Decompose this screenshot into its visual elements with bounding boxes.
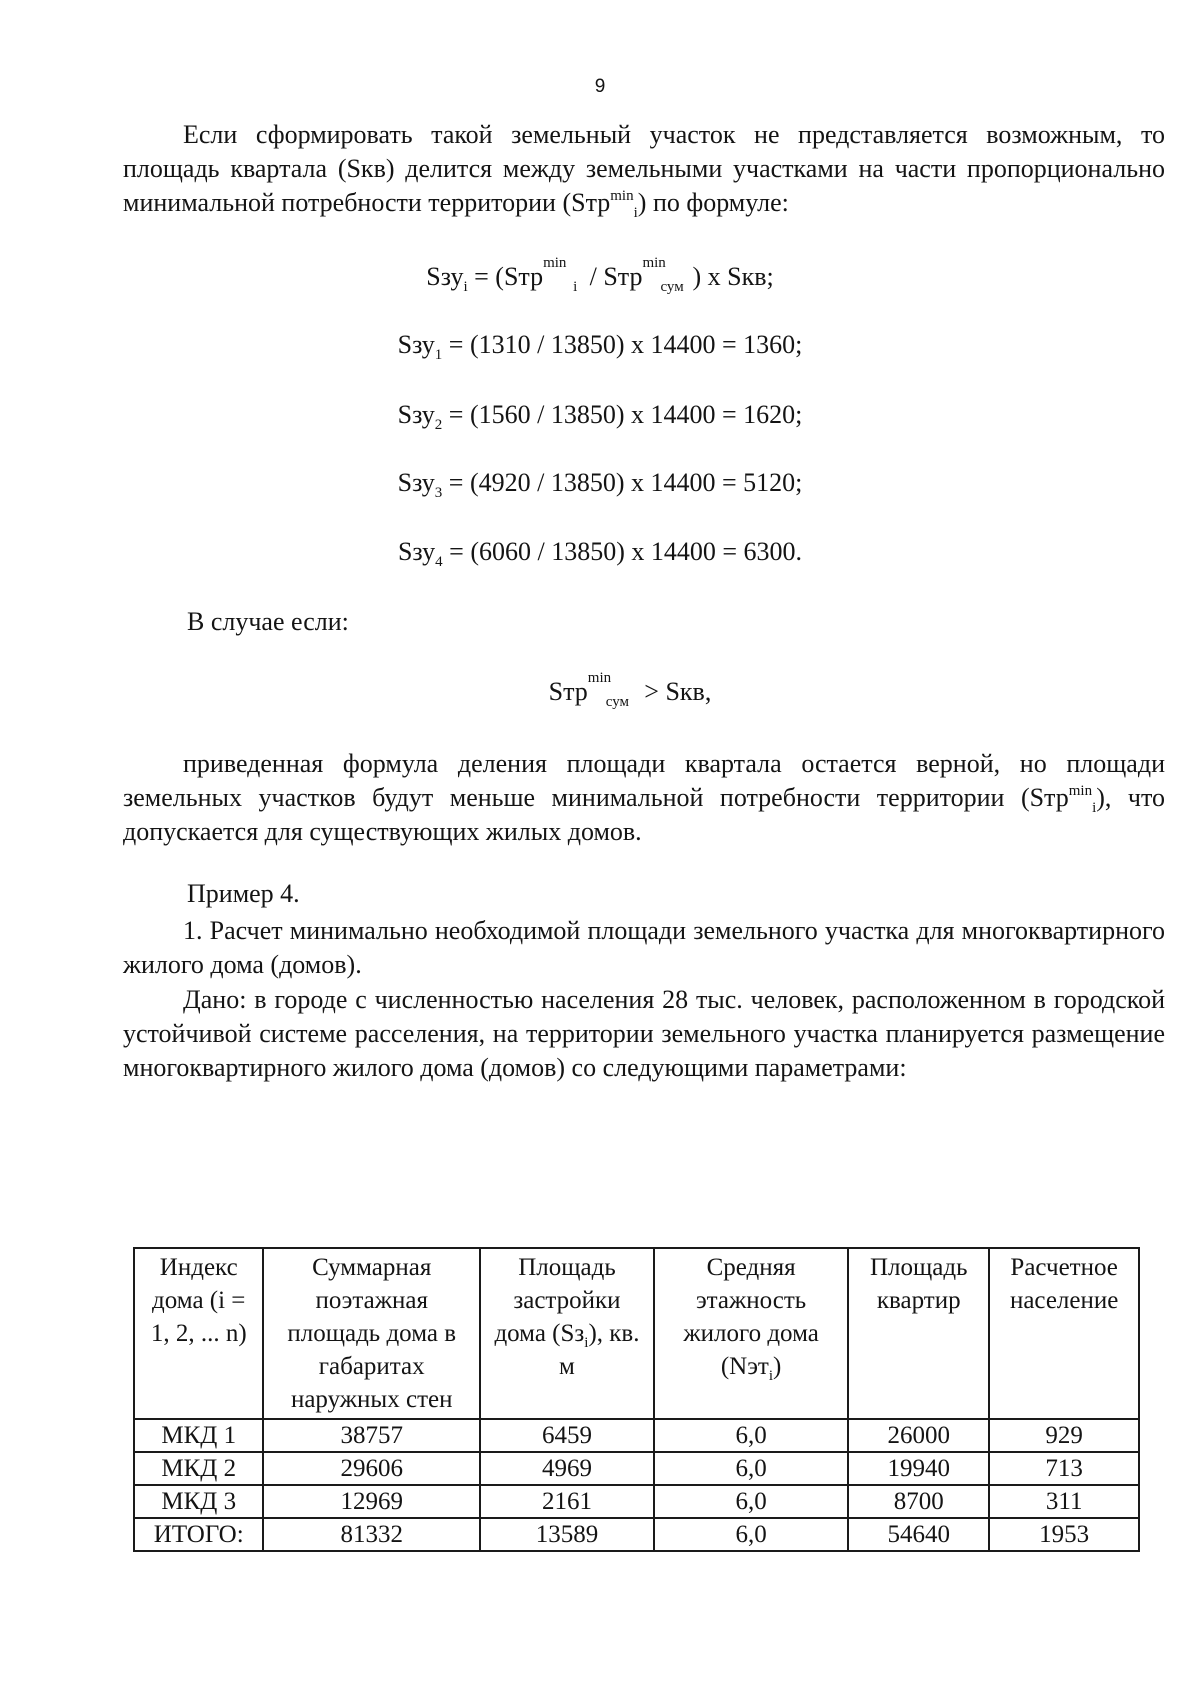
paragraph-formula-valid (123, 747, 1165, 849)
table-cell: 13589 (480, 1518, 654, 1551)
table-cell: МКД 1 (134, 1419, 263, 1452)
paragraph-division-rule (123, 118, 1165, 220)
header-apartment-area: Площадь квартир (848, 1248, 989, 1419)
formula-part: / Sтр (583, 262, 643, 291)
table-cell: МКД 2 (134, 1452, 263, 1485)
table-cell: 19940 (848, 1452, 989, 1485)
page-number: 9 (594, 76, 606, 97)
formula-rhs: = (1560 / 13850) x 14400 = 1620; (442, 400, 803, 429)
formula-lhs: Sтр (548, 677, 588, 706)
housing-parameters-table (133, 1247, 1140, 1552)
formula-rhs: = (4920 / 13850) x 14400 = 5120; (442, 468, 803, 497)
header-text: ) (773, 1353, 782, 1380)
superscript: min (610, 188, 634, 204)
subscript: i (584, 1335, 589, 1351)
table-row-total (134, 1518, 1139, 1551)
paragraph-text: Если сформировать такой земельный участок не представляется возможным, то площадь квартала (Sкв) делится между земельными участками на части пропорционально минимальной потребности территории (Sтр (123, 120, 1165, 217)
table-cell: 81332 (263, 1518, 479, 1551)
table-cell: ИТОГО: (134, 1518, 263, 1551)
table-row (134, 1452, 1139, 1485)
header-text: Площадь застройки дома (Sз (494, 1254, 621, 1347)
header-text: ), кв. м (559, 1320, 640, 1380)
subscript: 2 (434, 417, 443, 433)
table-row (134, 1485, 1139, 1518)
in-case-label: В случае если: (187, 607, 349, 636)
table-cell: 1953 (989, 1518, 1139, 1551)
table-cell: 54640 (848, 1518, 989, 1551)
header-total-floor-area: Суммарная поэтажная площадь дома в габаритах наружных стен (263, 1248, 479, 1419)
table-header-row (134, 1248, 1139, 1419)
table-cell: 311 (989, 1485, 1139, 1518)
subscript: 4 (435, 554, 443, 570)
superscript: min (1068, 783, 1093, 799)
paragraph-text: приведенная формула деления площади квартала остается верной, но площади земельных участков будут меньше минимальной потребности территории (Sтр (123, 749, 1165, 812)
subscript: i (633, 205, 638, 221)
table-cell: 6459 (480, 1419, 654, 1452)
table-cell: 6,0 (654, 1518, 848, 1551)
subscript: 3 (434, 485, 443, 501)
formula-4 (0, 535, 1200, 569)
paragraph-item-1: 1. Расчет минимально необходимой площади земельного участка для многоквартирного жилого дома (домов). (123, 916, 1165, 979)
header-building-area (480, 1248, 654, 1419)
formula-3 (0, 466, 1200, 500)
formula-rhs: = (6060 / 13850) x 14400 = 6300. (442, 537, 803, 566)
paragraph-text-tail: ) по формуле: (637, 188, 789, 217)
sup-sub-group: min сум (642, 255, 684, 295)
table-cell: 26000 (848, 1419, 989, 1452)
header-population: Расчетное население (989, 1248, 1139, 1419)
table-cell: 29606 (263, 1452, 479, 1485)
header-avg-floors (654, 1248, 848, 1419)
subscript: 1 (434, 347, 443, 363)
formula-part: = (Sтр (467, 262, 544, 291)
subscript: i (768, 1368, 774, 1384)
table-cell: 6,0 (654, 1419, 848, 1452)
table-cell: 6,0 (654, 1485, 848, 1518)
formula-lhs: Sзу (397, 330, 435, 359)
table-cell: 8700 (848, 1485, 989, 1518)
formula-lhs: Sзу (426, 262, 464, 291)
table-cell: 929 (989, 1419, 1139, 1452)
formula-1 (0, 328, 1200, 362)
header-text: Средняя этажность жилого дома (Nэт (683, 1254, 819, 1380)
table-cell: 38757 (263, 1419, 479, 1452)
table-row (134, 1419, 1139, 1452)
paragraph-given: Дано: в городе с численностью населения 28 тыс. человек, расположенном в городской устойчивой системе расселения, на территории земельного участка планируется размещение многоквартирного жилого дома (домов) со следующими параметрами: (123, 985, 1165, 1082)
formula-lhs: Sзу (397, 468, 435, 497)
subscript: i (1092, 800, 1097, 816)
formula-lhs: Sзу (397, 537, 436, 566)
sup-sub-group: min i (543, 255, 578, 295)
table-cell: 6,0 (654, 1452, 848, 1485)
formula-rhs: = (1310 / 13850) x 14400 = 1360; (442, 330, 803, 359)
formula-lhs: Sзу (397, 400, 435, 429)
formula-condition (0, 670, 1200, 710)
table-cell: 4969 (480, 1452, 654, 1485)
table-cell: 713 (989, 1452, 1139, 1485)
formula-general (0, 255, 1200, 295)
subscript: i (463, 279, 468, 295)
table-cell: 12969 (263, 1485, 479, 1518)
sup-sub-group: min сум (587, 670, 630, 710)
formula-rhs: > Sкв, (637, 677, 712, 706)
formula-part: ) x Sкв; (692, 262, 774, 291)
formula-2 (0, 398, 1200, 432)
table-cell: МКД 3 (134, 1485, 263, 1518)
example-heading: Пример 4. (187, 879, 300, 908)
paragraph-text-tail: ), что допускается для существующих жилых домов. (123, 783, 1165, 846)
header-index: Индекс дома (i = 1, 2, ... n) (134, 1248, 263, 1419)
table-cell: 2161 (480, 1485, 654, 1518)
